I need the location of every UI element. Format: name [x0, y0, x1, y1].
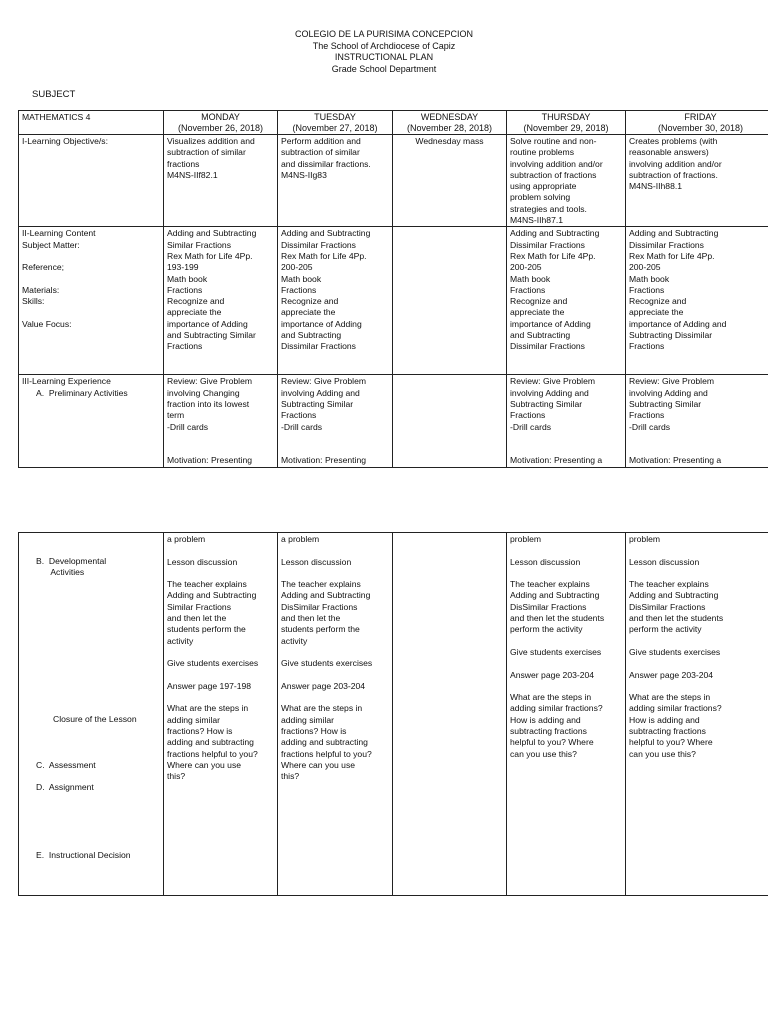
assignment-label: D. Assignment	[36, 782, 94, 792]
school-subtitle: The School of Archdiocese of Capiz	[312, 40, 456, 51]
objective-cell: Wednesday mass	[393, 135, 507, 227]
day-header-friday: FRIDAY (November 30, 2018)	[626, 111, 768, 135]
content-cell: Adding and Subtracting Dissimilar Fractions Rex Math for Life 4Pp. 200-205 Math book Fractions Recognize and appreciate the importance of Adding and Subtracting Dissimilar Fractions	[626, 227, 768, 375]
experience-cell	[393, 375, 507, 467]
activity-cell	[393, 533, 507, 896]
content-cell: Adding and Subtracting Dissimilar Fractions Rex Math for Life 4Pp. 200-205 Math book Fractions Recognize and appreciate the importance of Adding and Subtracting Dissimilar Fractions	[278, 227, 393, 375]
content-cell	[393, 227, 507, 375]
row-label: III-Learning Experience A. Preliminary Activities	[19, 375, 164, 467]
subject-label: SUBJECT	[32, 89, 76, 100]
content-cell: Adding and Subtracting Similar Fractions Rex Math for Life 4Pp. 193-199 Math book Fractions Recognize and appreciate the importance of Adding and Subtracting Similar Fractions	[164, 227, 278, 375]
experience-cell: Review: Give Problem involving Adding and Subtracting Similar Fractions -Drill cards Motivation: Presenting a	[626, 375, 768, 467]
day-header-monday: MONDAY (November 26, 2018)	[164, 111, 278, 135]
content-row	[19, 227, 768, 375]
closure-label: Closure of the Lesson	[53, 714, 137, 724]
decision-label: E. Instructional Decision	[36, 850, 131, 860]
objective-cell: Perform addition and subtraction of similar and dissimilar fractions. M4NS-IIg83	[278, 135, 393, 227]
row-label: I-Learning Objective/s:	[19, 135, 164, 227]
plan-table-top	[18, 110, 768, 468]
activity-cell: problem Lesson discussion The teacher explains Adding and Subtracting DisSimilar Fractions and then let the students perform the activity Give students exercises Answer page 203-204 What are the steps in adding similar fractions? How is adding and subtracting fractions helpful to you? Where can you use this?	[507, 533, 626, 896]
objective-cell: Visualizes addition and subtraction of similar fractions M4NS-IIf82.1	[164, 135, 278, 227]
day-header-thursday: THURSDAY (November 29, 2018)	[507, 111, 626, 135]
row-labels-cell	[19, 533, 164, 896]
day-header-row	[19, 111, 768, 135]
plan-table-bottom	[18, 532, 768, 896]
activity-cell: a problem Lesson discussion The teacher explains Adding and Subtracting Similar Fractions and then let the students perform the activity Give students exercises Answer page 197-198 What are the steps in adding similar fractions? How is adding and subtracting fractions helpful to you? Where can you use this?	[164, 533, 278, 896]
objective-cell: Solve routine and non- routine problems involving addition and/or subtraction of fractions using appropriate problem solving strategies and tools. M4NS-IIh87.1	[507, 135, 626, 227]
plan-title: INSTRUCTIONAL PLAN	[334, 52, 434, 63]
experience-cell: Review: Give Problem involving Adding and Subtracting Similar Fractions -Drill cards Motivation: Presenting	[278, 375, 393, 467]
row-label: II-Learning Content Subject Matter: Reference; Materials: Skills: Value Focus:	[19, 227, 164, 375]
department: Grade School Department	[331, 63, 437, 74]
content-cell: Adding and Subtracting Dissimilar Fractions Rex Math for Life 4Pp. 200-205 Math book Fractions Recognize and appreciate the importance of Adding and Subtracting Dissimilar Fractions	[507, 227, 626, 375]
day-header-wednesday: WEDNESDAY (November 28, 2018)	[393, 111, 507, 135]
experience-cell: Review: Give Problem involving Adding and Subtracting Similar Fractions -Drill cards Motivation: Presenting a	[507, 375, 626, 467]
assessment-label: C. Assessment	[36, 760, 96, 770]
objectives-row	[19, 135, 768, 227]
document-header	[0, 29, 768, 75]
objective-cell: Creates problems (with reasonable answers) involving addition and/or subtraction of fractions. M4NS-IIh88.1	[626, 135, 768, 227]
activity-cell: problem Lesson discussion The teacher explains Adding and Subtracting DisSimilar Fractions and then let the students perform the activity Give students exercises Answer page 203-204 What are the steps in adding similar fractions? How is adding and subtracting fractions helpful to you? Where can you use this?	[626, 533, 768, 896]
experience-cell: Review: Give Problem involving Changing fraction into its lowest term -Drill cards Motivation: Presenting	[164, 375, 278, 467]
experience-row	[19, 375, 768, 467]
developmental-row	[19, 533, 768, 896]
school-name: COLEGIO DE LA PURISIMA CONCEPCION	[294, 29, 474, 39]
activity-cell: a problem Lesson discussion The teacher explains Adding and Subtracting DisSimilar Fractions and then let the students perform the activity Give students exercises Answer page 203-204 What are the steps in adding similar fractions? How is adding and subtracting fractions helpful to you? Where can you use this?	[278, 533, 393, 896]
subject-cell: MATHEMATICS 4	[19, 111, 164, 135]
day-header-tuesday: TUESDAY (November 27, 2018)	[278, 111, 393, 135]
developmental-label: B. Developmental Activities	[36, 556, 107, 578]
